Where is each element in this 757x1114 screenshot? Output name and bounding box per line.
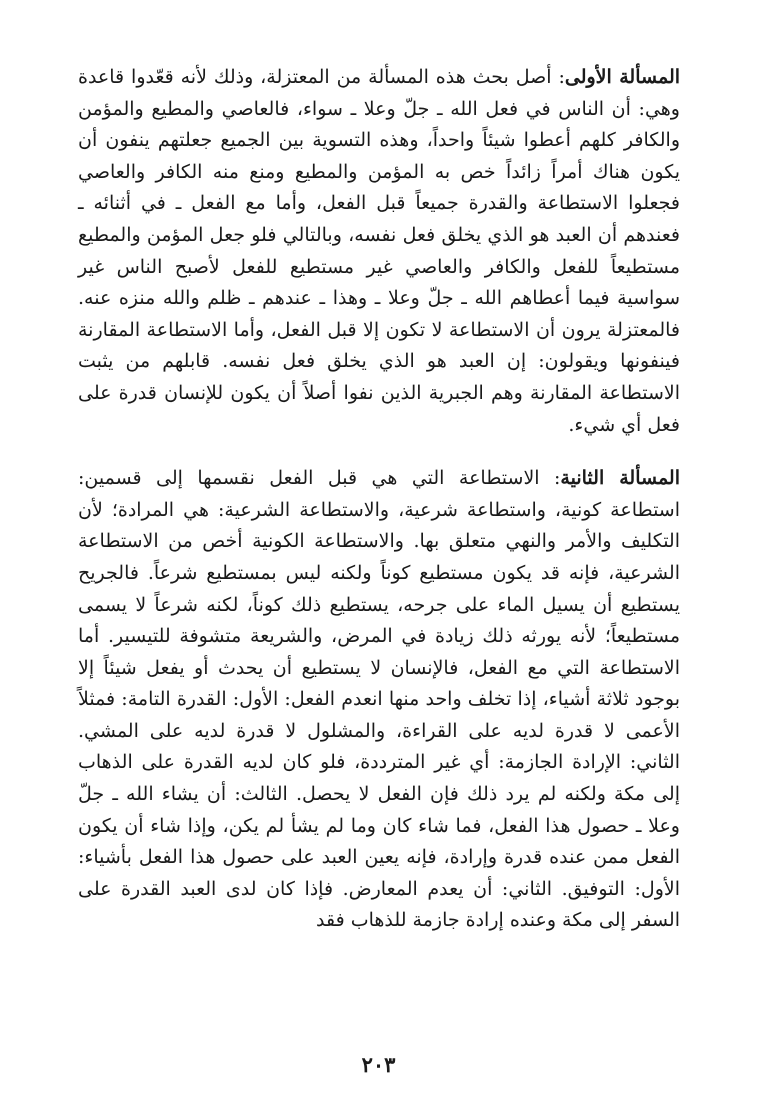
- paragraph-second-issue-text: : الاستطاعة التي هي قبل الفعل نقسمها إلى قسمين: استطاعة كونية، واستطاعة شرعية، والاستطاعة الشرعية: هي المرادة؛ لأن التكليف والأمر والنهي متعلق بها. والاستطاعة الكونية أخص من الاستطاعة الشرعية، فإنه قد يكون مستطيع كوناً ولكنه ليس بمستطيع شرعاً. فالجريح يستطيع أن يسيل الماء على جرحه، يستطيع ذلك كوناً، لكنه شرعاً لا يسمى مستطيعاً؛ لأنه يورثه ذلك زيادة في المرض، والشريعة متشوفة للتيسير. أما الاستطاعة التي مع الفعل، فالإنسان لا يستطيع أن يحدث أو يفعل شيئاً إلا بوجود ثلاثة أشياء، إذا تخلف واحد منها انعدم الفعل: الأول: القدرة التامة: فمثلاً الأعمى لا قدرة لديه على القراءة، والمشلول لا قدرة لديه على المشي. الثاني: الإرادة الجازمة: أي غير المترددة، فلو كان لديه القدرة على الذهاب إلى مكة ولكنه لم يرد ذلك فإن الفعل لا يحصل. الثالث: أن يشاء الله ـ جلّ وعلا ـ حصول هذا الفعل، فما شاء كان وما لم يشأ لم يكن، وإذا شاء أن يكون الفعل ممن عنده قدرة وإرادة، فإنه يعين العبد على حصول هذا الفعل بأشياء: الأول: التوفيق. الثاني: أن يعدم المعارض. فإذا كان لدى العبد القدرة على السفر إلى مكة وعنده إرادة جازمة للذهاب فقد: [78, 467, 680, 932]
- paragraph-second-issue: [78, 463, 680, 937]
- document-page: [78, 62, 680, 937]
- page-number: ٢٠٣: [361, 1052, 396, 1077]
- heading-first-issue: المسألة الأولى: [564, 66, 681, 88]
- paragraph-first-issue-text: : أصل بحث هذه المسألة من المعتزلة، وذلك لأنه قعّدوا قاعدة وهي: أن الناس في فعل الله ـ جلّ وعلا ـ سواء، فالعاصي والمطيع والمؤمن والكافر كلهم أعطوا شيئاً واحداً، وهذه التسوية بين الجميع جعلتهم ينفون أن يكون هناك أمراً زائداً خص به المؤمن والمطيع ومنع منه الكافر والعاصي فجعلوا الاستطاعة والقدرة جميعاً قبل الفعل، وأما مع الفعل ـ في أثنائه ـ فعندهم أن العبد هو الذي يخلق فعل نفسه، وبالتالي فلو جعل المؤمن والمطيع مستطيعاً للفعل والكافر والعاصي غير مستطيع للفعل لأصبح الناس غير سواسية فيما أعطاهم الله ـ جلّ وعلا ـ وهذا ـ عندهم ـ ظلم والله منزه عنه. فالمعتزلة يرون أن الاستطاعة لا تكون إلا قبل الفعل، وأما الاستطاعة المقارنة فينفونها ويقولون: إن العبد هو الذي يخلق فعل نفسه. قابلهم من يثبت الاستطاعة المقارنة وهم الجبرية الذين نفوا أصلاً أن يكون للإنسان قدرة على فعل أي شيء.: [78, 66, 680, 436]
- paragraph-first-issue: [78, 62, 680, 441]
- heading-second-issue: المسألة الثانية: [560, 467, 681, 490]
